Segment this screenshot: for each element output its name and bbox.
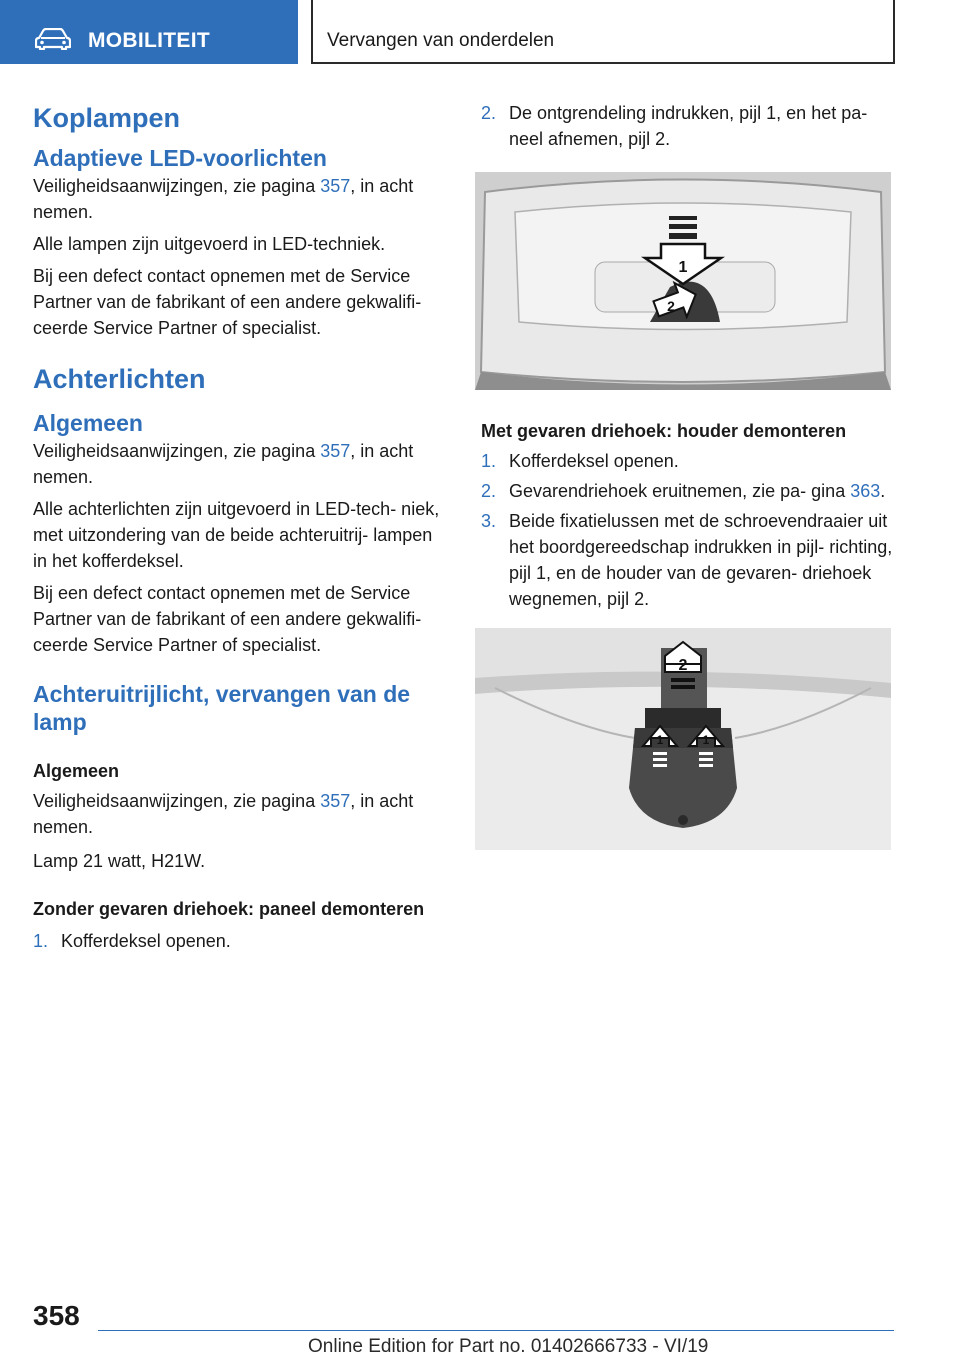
heading-adaptieve: Adaptieve LED-voorlichten (33, 145, 327, 171)
heading-achteruitrijlicht: Achteruitrijlicht, vervangen van de lamp (33, 681, 411, 735)
arrow-label-1b: 1 (702, 733, 710, 747)
heading-achterlichten: Achterlichten (33, 364, 206, 394)
section-tab[interactable] (0, 0, 298, 64)
paragraph-safety-2: Veiligheidsaanwijzingen, zie pagina 357, in acht nemen. (33, 441, 414, 487)
list-item (481, 478, 893, 504)
step-number: 3. (481, 511, 497, 531)
arrow-label-2: 2 (667, 298, 675, 314)
step-number: 1. (33, 931, 49, 951)
figure-triangle-holder (475, 628, 891, 850)
paragraph-safety-1: Veiligheidsaanwijzingen, zie pagina 357, in acht nemen. (33, 176, 414, 222)
heading-algemeen: Algemeen (33, 410, 143, 436)
list-item (481, 508, 893, 612)
list-item (481, 448, 893, 474)
page-number: 358 (33, 1300, 80, 1331)
paragraph-lamp: Lamp 21 watt, H21W. (33, 851, 206, 871)
trunk-panel-illustration (475, 172, 891, 390)
list-item (481, 100, 893, 152)
page-title: Vervangen van onderdelen (327, 30, 555, 51)
left-column (33, 100, 443, 954)
step-text: Gevarendriehoek eruitnemen, zie pa‐ gina 363. (509, 481, 886, 501)
footer-edition: Online Edition for Part no. 01402666733 - VI/19 (308, 1336, 709, 1357)
step-number: 2. (481, 103, 497, 123)
step-text: Kofferdeksel openen. (509, 451, 679, 471)
car-icon (35, 28, 71, 50)
paragraph-defect-1: Bij een defect contact opnemen met de Service Partner van de fabrikant of een andere gekwalifi‐ ceerde Service Partner of specialist. (33, 266, 422, 338)
step-text: Kofferdeksel openen. (61, 931, 231, 951)
step-number: 2. (481, 481, 497, 501)
page-link-363[interactable]: 363 (850, 481, 881, 501)
paragraph-achterlichten-led: Alle achterlichten zijn uitgevoerd in LED-tech‐ niek, met uitzondering van de beide achteruitrij‐ lampen in het kofferdeksel. (33, 499, 440, 571)
heading-algemeen-2: Algemeen (33, 761, 120, 781)
list-item (33, 928, 443, 954)
section-label: MOBILITEIT (88, 29, 210, 52)
step-text: Beide fixatielussen met de schroevendraaier uit het boordgereedschap indrukken in pijl‐ richting, pijl 1, en de houder van de gevaren‐ driehoek wegnemen, pijl 2. (509, 511, 893, 609)
arrow-label-1: 1 (678, 259, 688, 276)
arrow-label-2: 2 (678, 657, 688, 674)
footer-divider (98, 1330, 894, 1331)
page-link-357[interactable]: 357 (320, 176, 351, 196)
heading-zonder: Zonder gevaren driehoek: paneel demonteren (33, 899, 425, 919)
step-text: De ontgrendeling indrukken, pijl 1, en het pa‐ neel afnemen, pijl 2. (509, 103, 868, 149)
heading-koplampen: Koplampen (33, 103, 181, 133)
right-column (481, 100, 893, 850)
step-number: 1. (481, 451, 497, 471)
page-link-357[interactable]: 357 (320, 791, 351, 811)
paragraph-led: Alle lampen zijn uitgevoerd in LED-techniek. (33, 234, 386, 254)
heading-met-gevaren: Met gevaren driehoek: houder demonteren (481, 421, 847, 441)
paragraph-defect-2: Bij een defect contact opnemen met de Service Partner van de fabrikant of een andere gekwalifi‐ ceerde Service Partner of specialist. (33, 583, 422, 655)
page-link-357[interactable]: 357 (320, 441, 351, 461)
triangle-holder-illustration (475, 628, 891, 850)
paragraph-safety-3: Veiligheidsaanwijzingen, zie pagina 357, in acht nemen. (33, 791, 414, 837)
figure-trunk-panel (475, 172, 891, 390)
arrow-label-1a: 1 (656, 733, 664, 747)
